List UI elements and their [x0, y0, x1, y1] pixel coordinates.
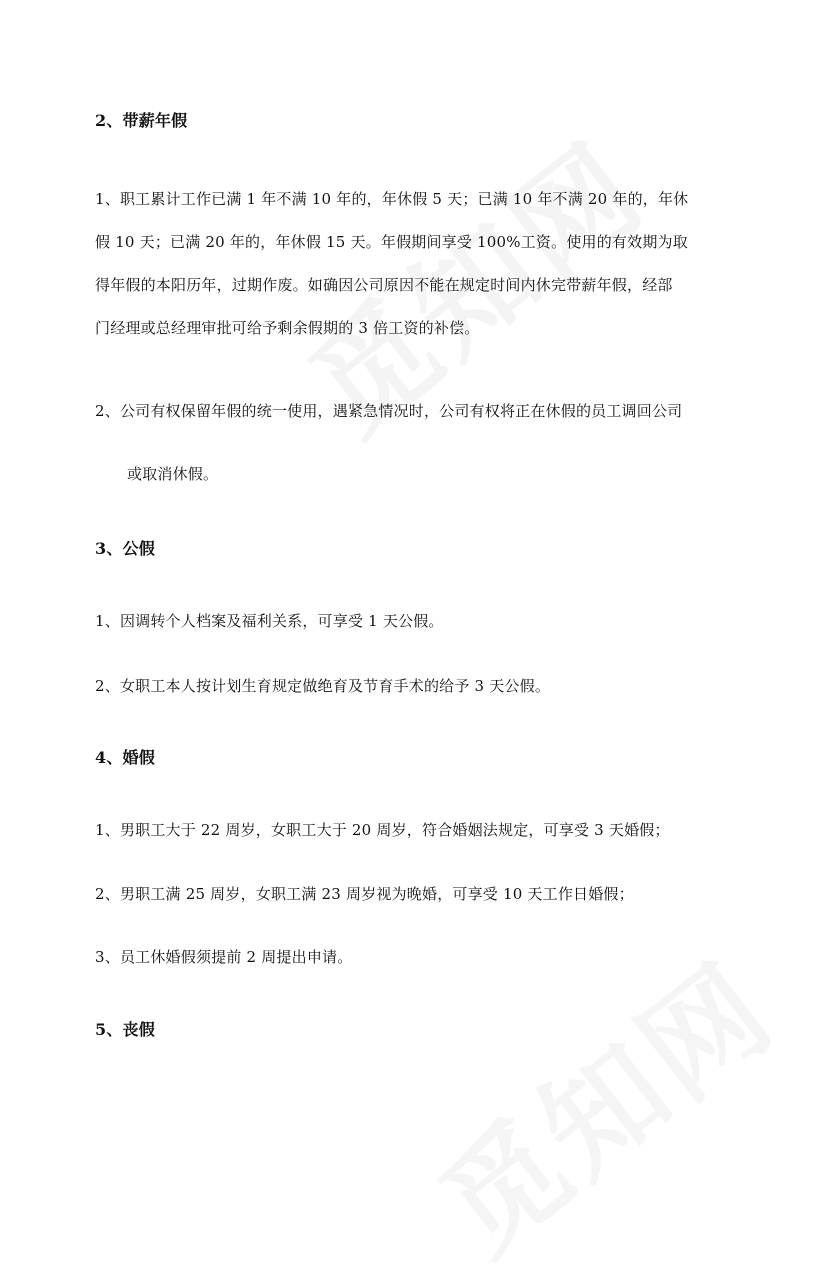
paragraph-line: 3、员工休婚假须提前 2 周提出申请。 — [95, 948, 353, 966]
paragraph-line: 2、男职工满 25 周岁，女职工满 23 周岁视为晚婚，可享受 10 天工作日婚假； — [95, 885, 634, 903]
paragraph-line: 得年假的本阳历年，过期作废。如确因公司原因不能在规定时间内休完带薪年假，经部 — [95, 276, 673, 294]
paragraph-line: 2、公司有权保留年假的统一使用，遇紧急情况时，公司有权将正在休假的员工调回公司 — [95, 402, 683, 420]
paragraph-line: 2、女职工本人按计划生育规定做绝育及节育手术的给予 3 天公假。 — [95, 677, 551, 695]
paragraph-line: 1、因调转个人档案及福利关系，可享受 1 天公假。 — [95, 612, 444, 630]
paragraph-line: 或取消休假。 — [127, 465, 219, 483]
paragraph-line: 1、男职工大于 22 周岁，女职工大于 20 周岁，符合婚姻法规定，可享受 3 天婚假； — [95, 821, 670, 839]
watermark-bottom — [400, 917, 804, 1285]
heading-funeral-leave: 5、丧假 — [95, 1020, 155, 1039]
heading-public-leave: 3、公假 — [95, 539, 155, 558]
paragraph-line: 1、职工累计工作已满 1 年不满 10 年的，年休假 5 天；已满 10 年不满 20 年的，年休 — [95, 190, 689, 208]
paragraph-line: 门经理或总经理审批可给予剩余假期的 3 倍工资的补偿。 — [95, 319, 480, 337]
heading-marriage-leave: 4、婚假 — [95, 748, 155, 767]
heading-paid-annual-leave: 2、带薪年假 — [95, 111, 188, 130]
paragraph-line: 假 10 天；已满 20 年的，年休假 15 天。年假期间享受 100%工资。使用的有效期为取 — [95, 233, 688, 251]
